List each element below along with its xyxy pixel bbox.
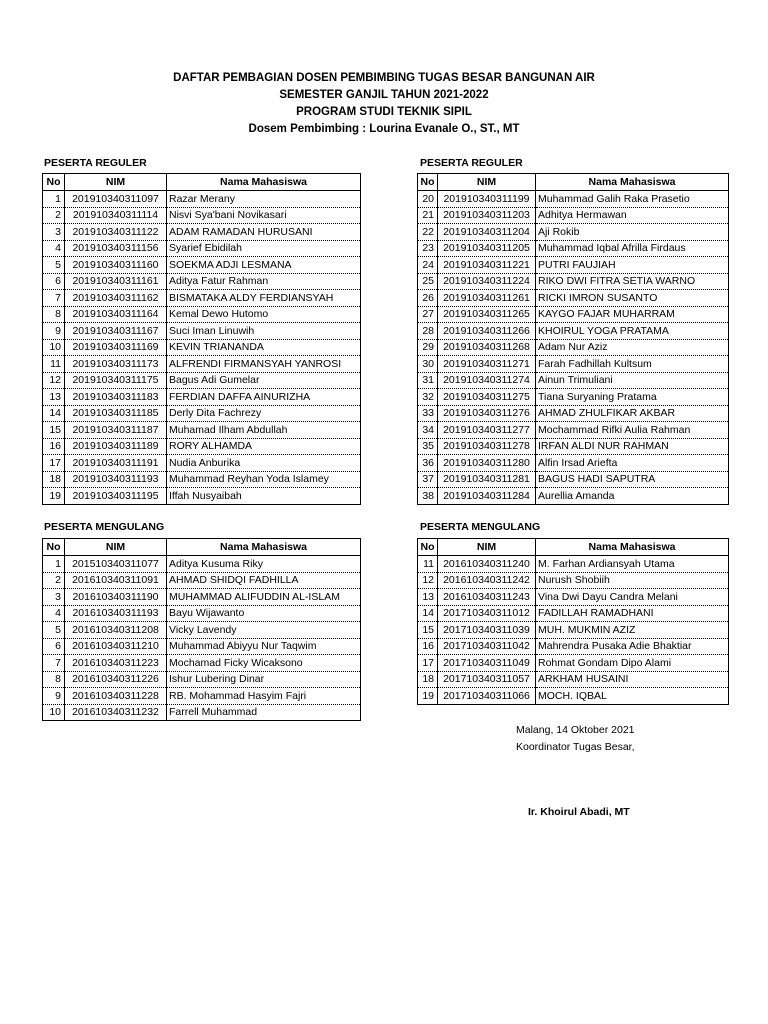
row-number: 13 [43, 389, 65, 406]
col-header-nim: NIM [438, 539, 536, 556]
student-name: ADAM RAMADAN HURUSANI [167, 224, 361, 241]
table-row [43, 389, 361, 406]
student-nim: 201610340311091 [65, 572, 167, 589]
student-name: Nurush Shobiih [536, 572, 729, 589]
row-number: 27 [418, 306, 438, 323]
student-nim: 201910340311265 [438, 306, 536, 323]
table-row [418, 671, 729, 688]
student-nim: 201610340311226 [65, 671, 167, 688]
student-name: Adhitya Hermawan [536, 207, 729, 224]
row-number: 28 [418, 323, 438, 340]
table-row [43, 372, 361, 389]
table-row [418, 224, 729, 241]
student-nim: 201910340311221 [438, 257, 536, 274]
row-number: 29 [418, 339, 438, 356]
table-row [43, 405, 361, 422]
student-name: M. Farhan Ardiansyah Utama [536, 556, 729, 573]
table-row [43, 438, 361, 455]
row-number: 15 [418, 622, 438, 639]
student-nim: 201910340311162 [65, 290, 167, 307]
student-name: ARKHAM HUSAINI [536, 671, 729, 688]
table-row [43, 240, 361, 257]
table-row [43, 356, 361, 373]
row-number: 6 [43, 638, 65, 655]
table-row [43, 455, 361, 472]
table-row [418, 589, 729, 606]
student-nim: 201910340311193 [65, 471, 167, 488]
table-row [418, 655, 729, 672]
table-row [418, 356, 729, 373]
student-name: MOCH. IQBAL [536, 688, 729, 705]
row-number: 26 [418, 290, 438, 307]
table-row [418, 471, 729, 488]
student-nim: 201910340311175 [65, 372, 167, 389]
row-number: 5 [43, 622, 65, 639]
table-row [418, 405, 729, 422]
row-number: 11 [43, 356, 65, 373]
row-number: 5 [43, 257, 65, 274]
row-number: 11 [418, 556, 438, 573]
col-header-nim: NIM [65, 539, 167, 556]
table-row [418, 191, 729, 208]
student-nim: 201910340311266 [438, 323, 536, 340]
table-row [418, 257, 729, 274]
table-row [418, 605, 729, 622]
student-name: ALFRENDI FIRMANSYAH YANROSI [167, 356, 361, 373]
student-nim: 201610340311210 [65, 638, 167, 655]
row-number: 6 [43, 273, 65, 290]
table-row [43, 257, 361, 274]
row-number: 15 [43, 422, 65, 439]
table-row [43, 605, 361, 622]
student-nim: 201910340311271 [438, 356, 536, 373]
table-row [418, 207, 729, 224]
student-nim: 201910340311097 [65, 191, 167, 208]
student-nim: 201910340311268 [438, 339, 536, 356]
student-name: Vicky Lavendy [167, 622, 361, 639]
student-nim: 201610340311240 [438, 556, 536, 573]
table-row [418, 556, 729, 573]
supervisor-line: Dosem Pembimbing : Lourina Evanale O., ST., MT [248, 123, 520, 135]
table-row [418, 572, 729, 589]
student-nim: 201710340311057 [438, 671, 536, 688]
student-name: Aditya Kusuma Riky [167, 556, 361, 573]
table-row [43, 572, 361, 589]
student-name: FADILLAH RAMADHANI [536, 605, 729, 622]
row-number: 32 [418, 389, 438, 406]
col-header-name: Nama Mahasiswa [536, 174, 729, 191]
student-name: Suci Iman Linuwih [167, 323, 361, 340]
student-nim: 201910340311185 [65, 405, 167, 422]
col-header-no: No [418, 539, 438, 556]
student-name: Razar Merany [167, 191, 361, 208]
table-row [418, 290, 729, 307]
row-number: 14 [418, 605, 438, 622]
row-number: 2 [43, 572, 65, 589]
document-title: DAFTAR PEMBAGIAN DOSEN PEMBIMBING TUGAS BESAR BANGUNAN AIR [173, 72, 595, 84]
row-number: 4 [43, 240, 65, 257]
col-header-name: Nama Mahasiswa [536, 539, 729, 556]
row-number: 12 [418, 572, 438, 589]
row-number: 35 [418, 438, 438, 455]
regular-participants-table-left [42, 173, 361, 505]
row-number: 3 [43, 224, 65, 241]
student-name: Alfin Irsad Ariefta [536, 455, 729, 472]
student-nim: 201910340311284 [438, 488, 536, 505]
table-row [43, 638, 361, 655]
table-row [43, 273, 361, 290]
student-name: Vina Dwi Dayu Candra Melani [536, 589, 729, 606]
student-name: Nudia Anburika [167, 455, 361, 472]
student-name: RORY ALHAMDA [167, 438, 361, 455]
row-number: 14 [43, 405, 65, 422]
student-name: KAYGO FAJAR MUHARRAM [536, 306, 729, 323]
row-number: 1 [43, 191, 65, 208]
student-nim: 201610340311190 [65, 589, 167, 606]
section-title-regular-left: PESERTA REGULER [44, 157, 147, 169]
row-number: 24 [418, 257, 438, 274]
table-row [418, 422, 729, 439]
col-header-nim: NIM [65, 174, 167, 191]
row-number: 19 [43, 488, 65, 505]
student-name: Farah Fadhillah Kultsum [536, 356, 729, 373]
table-row [418, 488, 729, 505]
table-row [43, 207, 361, 224]
student-name: Adam Nur Aziz [536, 339, 729, 356]
table-row [43, 556, 361, 573]
row-number: 30 [418, 356, 438, 373]
student-name: Syarief Ebidilah [167, 240, 361, 257]
table-row [43, 422, 361, 439]
student-name: AHMAD SHIDQI FADHILLA [167, 572, 361, 589]
student-name: RIKO DWI FITRA SETIA WARNO [536, 273, 729, 290]
student-nim: 201610340311232 [65, 704, 167, 721]
row-number: 7 [43, 290, 65, 307]
row-number: 22 [418, 224, 438, 241]
section-title-repeat-left: PESERTA MENGULANG [44, 521, 165, 533]
student-nim: 201910340311280 [438, 455, 536, 472]
student-nim: 201910340311277 [438, 422, 536, 439]
table-row [43, 704, 361, 721]
student-name: Ishur Lubering Dinar [167, 671, 361, 688]
row-number: 21 [418, 207, 438, 224]
table-row [43, 339, 361, 356]
student-name: Mochammad Rifki Aulia Rahman [536, 422, 729, 439]
row-number: 7 [43, 655, 65, 672]
student-nim: 201910340311160 [65, 257, 167, 274]
student-nim: 201610340311208 [65, 622, 167, 639]
row-number: 38 [418, 488, 438, 505]
table-row [418, 273, 729, 290]
student-name: Mahrendra Pusaka Adie Bhaktiar [536, 638, 729, 655]
student-nim: 201910340311183 [65, 389, 167, 406]
student-name: Aji Rokib [536, 224, 729, 241]
student-nim: 201910340311275 [438, 389, 536, 406]
section-title-repeat-right: PESERTA MENGULANG [420, 521, 541, 533]
table-row [43, 655, 361, 672]
student-name: Muhammad Reyhan Yoda Islamey [167, 471, 361, 488]
row-number: 23 [418, 240, 438, 257]
program-line: PROGRAM STUDI TEKNIK SIPIL [296, 106, 472, 118]
student-name: BISMATAKA ALDY FERDIANSYAH [167, 290, 361, 307]
student-name: Aditya Fatur Rahman [167, 273, 361, 290]
student-name: Iffah Nusyaibah [167, 488, 361, 505]
student-name: Muhammad Galih Raka Prasetio [536, 191, 729, 208]
student-name: Ainun Trimuliani [536, 372, 729, 389]
table-row [418, 688, 729, 705]
student-nim: 201910340311261 [438, 290, 536, 307]
student-name: Muhamad Ilham Abdullah [167, 422, 361, 439]
semester-line: SEMESTER GANJIL TAHUN 2021-2022 [279, 89, 489, 101]
student-name: Derly Dita Fachrezy [167, 405, 361, 422]
student-nim: 201910340311164 [65, 306, 167, 323]
table-row [418, 339, 729, 356]
student-nim: 201910340311187 [65, 422, 167, 439]
row-number: 37 [418, 471, 438, 488]
table-row [43, 323, 361, 340]
row-number: 17 [43, 455, 65, 472]
student-nim: 201710340311042 [438, 638, 536, 655]
student-name: Rohmat Gondam Dipo Alami [536, 655, 729, 672]
student-name: SOEKMA ADJI LESMANA [167, 257, 361, 274]
col-header-no: No [418, 174, 438, 191]
student-name: Nisvi Sya'bani Novikasari [167, 207, 361, 224]
student-nim: 201910340311278 [438, 438, 536, 455]
row-number: 18 [418, 671, 438, 688]
table-row [43, 688, 361, 705]
student-nim: 201910340311203 [438, 207, 536, 224]
student-name: Muhammad Abiyyu Nur Taqwim [167, 638, 361, 655]
row-number: 2 [43, 207, 65, 224]
row-number: 3 [43, 589, 65, 606]
table-row [43, 290, 361, 307]
student-nim: 201710340311039 [438, 622, 536, 639]
student-name: PUTRI FAUJIAH [536, 257, 729, 274]
table-row [418, 306, 729, 323]
row-number: 33 [418, 405, 438, 422]
student-nim: 201910340311281 [438, 471, 536, 488]
regular-participants-table-right [417, 173, 729, 505]
student-name: AHMAD ZHULFIKAR AKBAR [536, 405, 729, 422]
row-number: 25 [418, 273, 438, 290]
student-nim: 201610340311193 [65, 605, 167, 622]
col-header-no: No [43, 539, 65, 556]
row-number: 31 [418, 372, 438, 389]
table-row [418, 323, 729, 340]
row-number: 13 [418, 589, 438, 606]
student-nim: 201910340311276 [438, 405, 536, 422]
table-row [418, 622, 729, 639]
student-name: Mochamad Ficky Wicaksono [167, 655, 361, 672]
row-number: 36 [418, 455, 438, 472]
table-row [43, 471, 361, 488]
col-header-name: Nama Mahasiswa [167, 539, 361, 556]
student-nim: 201910340311122 [65, 224, 167, 241]
col-header-name: Nama Mahasiswa [167, 174, 361, 191]
row-number: 9 [43, 323, 65, 340]
coordinator-role: Koordinator Tugas Besar, [516, 741, 635, 753]
student-name: IRFAN ALDI NUR RAHMAN [536, 438, 729, 455]
student-nim: 201910340311274 [438, 372, 536, 389]
student-name: Tiana Suryaning Pratama [536, 389, 729, 406]
student-nim: 201910340311156 [65, 240, 167, 257]
student-nim: 201910340311191 [65, 455, 167, 472]
row-number: 8 [43, 306, 65, 323]
student-nim: 201910340311169 [65, 339, 167, 356]
col-header-nim: NIM [438, 174, 536, 191]
row-number: 8 [43, 671, 65, 688]
repeat-participants-table-left [42, 538, 361, 721]
student-name: BAGUS HADI SAPUTRA [536, 471, 729, 488]
signatory-name: Ir. Khoirul Abadi, MT [528, 806, 630, 818]
table-row [43, 589, 361, 606]
student-nim: 201710340311012 [438, 605, 536, 622]
student-nim: 201710340311049 [438, 655, 536, 672]
repeat-participants-table-right [417, 538, 729, 705]
table-row [418, 372, 729, 389]
row-number: 17 [418, 655, 438, 672]
table-row [418, 638, 729, 655]
student-nim: 201910340311114 [65, 207, 167, 224]
student-name: Farrell Muhammad [167, 704, 361, 721]
student-nim: 201910340311224 [438, 273, 536, 290]
student-name: MUHAMMAD ALIFUDDIN AL-ISLAM [167, 589, 361, 606]
table-row [418, 455, 729, 472]
student-nim: 201910340311161 [65, 273, 167, 290]
student-name: Kemal Dewo Hutomo [167, 306, 361, 323]
table-row [43, 488, 361, 505]
table-row [418, 240, 729, 257]
student-nim: 201510340311077 [65, 556, 167, 573]
table-row [43, 622, 361, 639]
student-nim: 201910340311167 [65, 323, 167, 340]
row-number: 18 [43, 471, 65, 488]
row-number: 34 [418, 422, 438, 439]
student-nim: 201610340311242 [438, 572, 536, 589]
row-number: 19 [418, 688, 438, 705]
student-nim: 201710340311066 [438, 688, 536, 705]
row-number: 16 [418, 638, 438, 655]
place-date: Malang, 14 Oktober 2021 [516, 724, 635, 736]
student-nim: 201910340311189 [65, 438, 167, 455]
row-number: 10 [43, 704, 65, 721]
row-number: 16 [43, 438, 65, 455]
student-name: Bayu Wijawanto [167, 605, 361, 622]
row-number: 10 [43, 339, 65, 356]
student-name: Aurellia Amanda [536, 488, 729, 505]
student-nim: 201910340311173 [65, 356, 167, 373]
row-number: 9 [43, 688, 65, 705]
student-name: KHOIRUL YOGA PRATAMA [536, 323, 729, 340]
col-header-no: No [43, 174, 65, 191]
student-nim: 201610340311223 [65, 655, 167, 672]
student-name: Muhammad Iqbal Afrilla Firdaus [536, 240, 729, 257]
table-row [43, 191, 361, 208]
student-name: KEVIN TRIANANDA [167, 339, 361, 356]
student-nim: 201910340311205 [438, 240, 536, 257]
table-row [418, 389, 729, 406]
table-row [43, 224, 361, 241]
row-number: 12 [43, 372, 65, 389]
table-row [43, 306, 361, 323]
student-nim: 201610340311243 [438, 589, 536, 606]
student-name: Bagus Adi Gumelar [167, 372, 361, 389]
table-row [418, 438, 729, 455]
student-nim: 201910340311195 [65, 488, 167, 505]
student-nim: 201910340311204 [438, 224, 536, 241]
student-name: MUH. MUKMIN AZIZ [536, 622, 729, 639]
student-nim: 201910340311199 [438, 191, 536, 208]
student-name: RB. Mohammad Hasyim Fajri [167, 688, 361, 705]
student-name: FERDIAN DAFFA AINURIZHA [167, 389, 361, 406]
table-row [43, 671, 361, 688]
row-number: 1 [43, 556, 65, 573]
row-number: 20 [418, 191, 438, 208]
student-name: RICKI IMRON SUSANTO [536, 290, 729, 307]
student-nim: 201610340311228 [65, 688, 167, 705]
row-number: 4 [43, 605, 65, 622]
section-title-regular-right: PESERTA REGULER [420, 157, 523, 169]
